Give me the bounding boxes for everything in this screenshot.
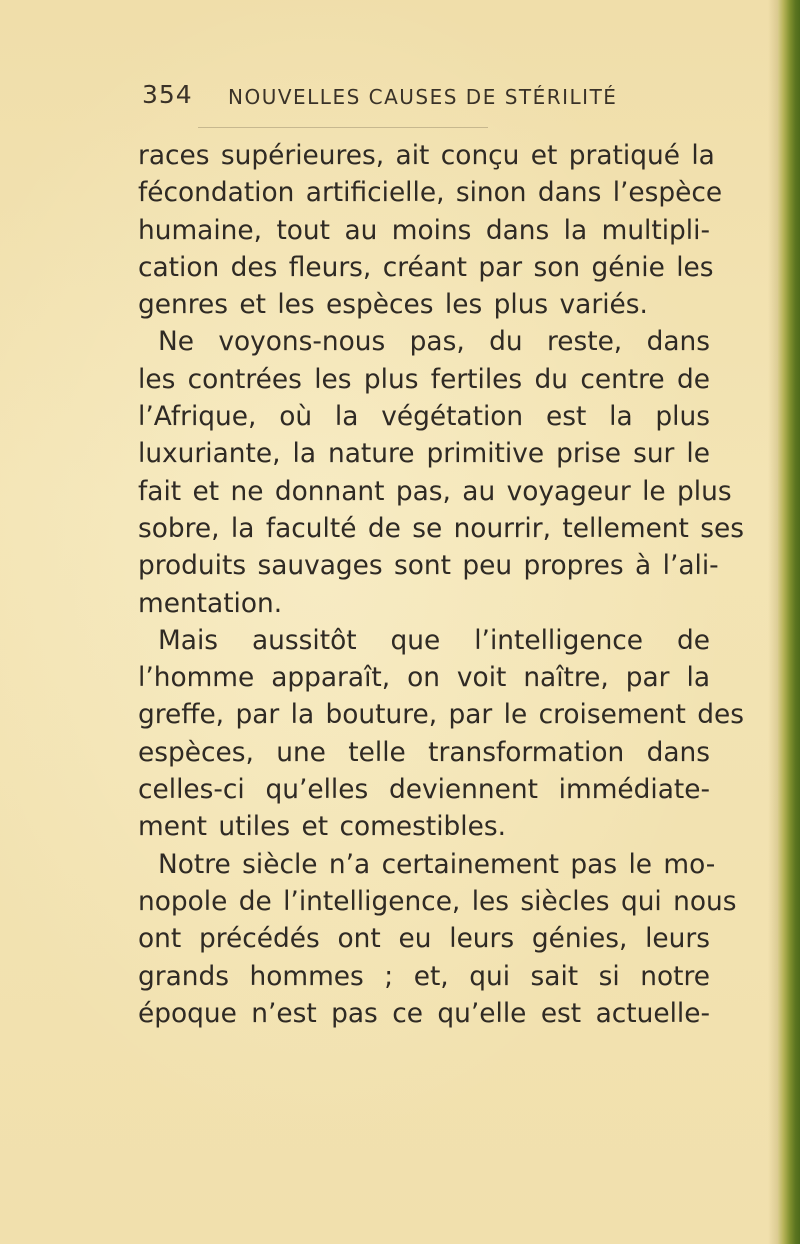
text-line: mentation. bbox=[138, 587, 283, 619]
page-edge-shadow bbox=[768, 0, 778, 1244]
text-line: Mais aussitôt que l’intelligence de bbox=[158, 624, 710, 656]
text-line: genres et les espèces les plus variés. bbox=[138, 289, 648, 321]
text-line: l’homme apparaît, on voit naître, par la bbox=[138, 662, 710, 694]
text-line: ment utiles et comestibles. bbox=[138, 811, 506, 843]
text-line: Notre siècle n’a certainement pas le mo- bbox=[158, 848, 716, 880]
header-rule bbox=[198, 127, 488, 128]
text-line: cation des fleurs, créant par son génie les bbox=[138, 251, 714, 283]
text-line: fait et ne donnant pas, au voyageur le plus bbox=[138, 475, 732, 507]
text-line: races supérieures, ait conçu et pratiqué la bbox=[138, 140, 715, 171]
text-line: nopole de l’intelligence, les siècles qui nous bbox=[138, 885, 737, 917]
page-number: 354 bbox=[142, 80, 193, 109]
text-line: greffe, par la bouture, par le croisement des bbox=[138, 699, 745, 731]
running-title: NOUVELLES CAUSES DE STÉRILITÉ bbox=[228, 85, 618, 109]
text-line: époque n’est pas ce qu’elle est actuelle- bbox=[138, 997, 710, 1029]
text-line: sobre, la faculté de se nourrir, tellement ses bbox=[138, 512, 745, 544]
text-line: ont précédés ont eu leurs génies, leurs bbox=[138, 923, 710, 955]
page-edge bbox=[778, 0, 800, 1244]
body-text bbox=[138, 137, 745, 1032]
text-line: les contrées les plus fertiles du centre de bbox=[138, 363, 710, 395]
text-line: espèces, une telle transformation dans bbox=[138, 736, 710, 768]
text-line: humaine, tout au moins dans la multipli- bbox=[138, 214, 710, 246]
page-header bbox=[142, 80, 642, 120]
text-line: produits sauvages sont peu propres à l’ali- bbox=[138, 550, 719, 582]
text-line: Ne voyons-nous pas, du reste, dans bbox=[158, 326, 710, 358]
text-line: fécondation artificielle, sinon dans l’espèce bbox=[138, 177, 723, 209]
text-line: grands hommes ; et, qui sait si notre bbox=[138, 960, 710, 992]
text-line: luxuriante, la nature primitive prise sur le bbox=[138, 438, 710, 470]
text-line: l’Afrique, où la végétation est la plus bbox=[138, 401, 710, 433]
text-line: celles-ci qu’elles deviennent immédiate- bbox=[138, 774, 710, 806]
